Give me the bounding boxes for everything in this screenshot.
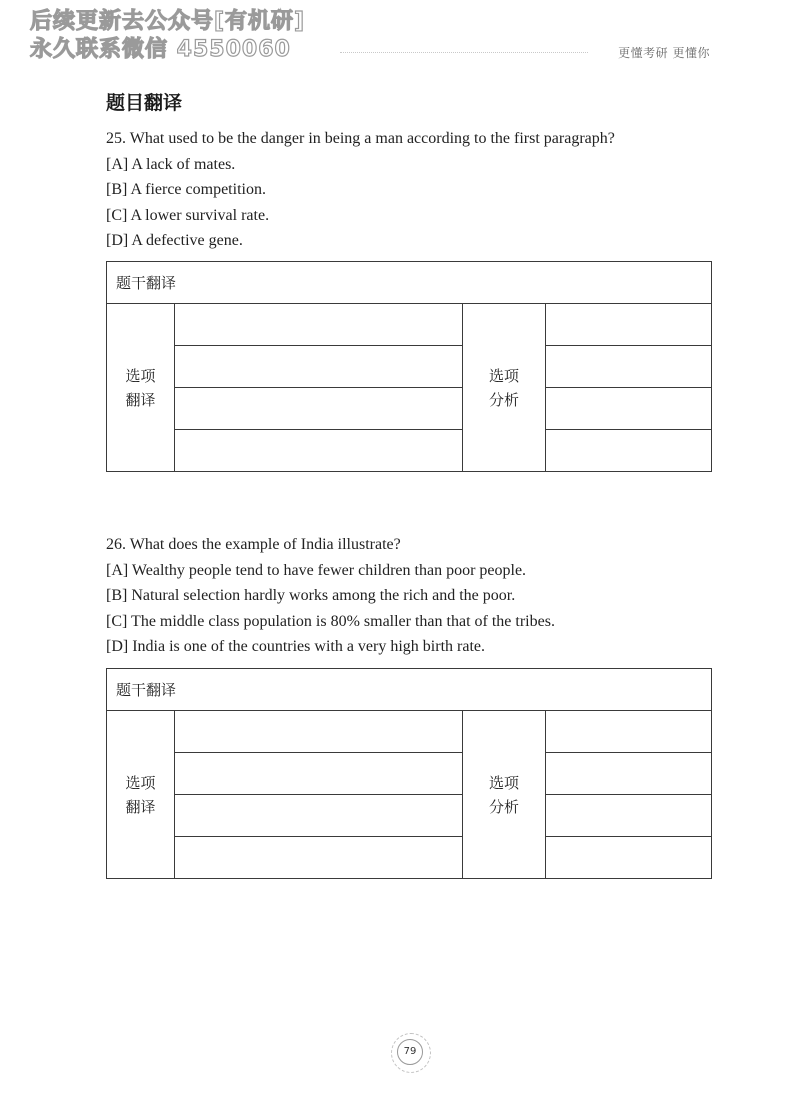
option-d: [D] India is one of the countries with a very high birth rate.: [106, 638, 485, 655]
stem-translation-label: 题干翻译: [107, 669, 712, 711]
label-line-1: 选项: [125, 366, 156, 385]
question-stem: 26. What does the example of India illustrate?: [106, 536, 401, 553]
answer-table-25: [106, 261, 712, 472]
option-b: [B] A fierce competition.: [106, 181, 266, 198]
option-analysis-label: [463, 304, 546, 472]
analysis-cell[interactable]: [546, 837, 712, 879]
watermark-line-2: 永久联系微信 4550060: [30, 37, 291, 62]
header-divider: [340, 52, 588, 53]
translation-cell[interactable]: [175, 388, 463, 430]
option-c: [C] A lower survival rate.: [106, 206, 270, 224]
analysis-cell[interactable]: [546, 711, 712, 753]
stem-translation-label: 题干翻译: [107, 262, 712, 304]
analysis-cell[interactable]: [546, 304, 712, 346]
label-line-2: 分析: [488, 390, 519, 409]
analysis-cell[interactable]: [546, 388, 712, 430]
option-d: [D] A defective gene.: [106, 232, 243, 249]
question-25: [106, 126, 706, 254]
translation-cell[interactable]: [175, 346, 463, 388]
analysis-cell[interactable]: [546, 346, 712, 388]
option-analysis-label: [463, 711, 546, 879]
label-line-2: 翻译: [125, 390, 156, 409]
label-line-1: 选项: [125, 773, 156, 792]
option-a: [A] A lack of mates.: [106, 155, 236, 173]
question-stem: 25. What used to be the danger in being a man according to the first paragraph?: [106, 130, 615, 147]
analysis-cell[interactable]: [546, 795, 712, 837]
analysis-cell[interactable]: [546, 430, 712, 472]
page-number: 79: [397, 1039, 423, 1065]
translation-cell[interactable]: [175, 711, 463, 753]
analysis-cell[interactable]: [546, 753, 712, 795]
watermark-line-1: 后续更新去公众号[有机研]: [30, 9, 306, 34]
translation-cell[interactable]: [175, 795, 463, 837]
section-title: 题目翻译: [106, 92, 183, 114]
option-translation-label: [107, 304, 175, 472]
translation-cell[interactable]: [175, 753, 463, 795]
translation-cell[interactable]: [175, 304, 463, 346]
option-a: [A] Wealthy people tend to have fewer children than poor people.: [106, 561, 527, 579]
option-translation-label: [107, 711, 175, 879]
label-line-1: 选项: [488, 366, 519, 385]
header-slogan: 更懂考研 更懂你: [618, 46, 710, 60]
option-b: [B] Natural selection hardly works among the rich and the poor.: [106, 587, 516, 604]
answer-table-26: [106, 668, 712, 879]
option-c: [C] The middle class population is 80% smaller than that of the tribes.: [106, 612, 555, 630]
translation-cell[interactable]: [175, 837, 463, 879]
label-line-2: 翻译: [125, 797, 156, 816]
label-line-2: 分析: [488, 797, 519, 816]
translation-cell[interactable]: [175, 430, 463, 472]
label-line-1: 选项: [488, 773, 519, 792]
watermark: [30, 8, 305, 64]
question-26: [106, 532, 706, 660]
